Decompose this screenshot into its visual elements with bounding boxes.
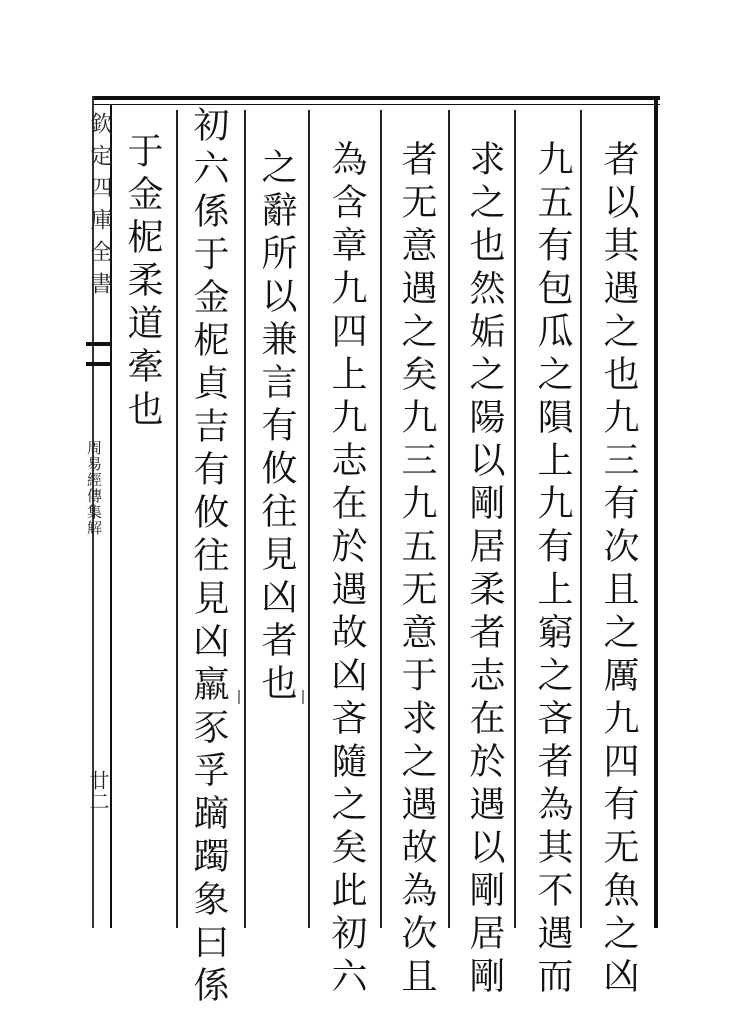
text-column-1: 者以其遇之也九三有次且之厲九四有无魚之凶 bbox=[598, 140, 639, 1000]
top-border-inner bbox=[92, 104, 660, 105]
column-rule bbox=[514, 110, 516, 928]
column-rule bbox=[244, 110, 246, 928]
text-column-8: 于金柅柔道牽也 bbox=[122, 132, 163, 433]
text-column-2: 九五有包瓜之隕上九有上窮之吝者為其不遇而 bbox=[532, 140, 573, 1000]
text-column-5: 為含章九四上九志在於遇故凶吝隨之矣此初六 bbox=[326, 140, 367, 1000]
margin-page-number: 廿二 bbox=[86, 770, 110, 812]
column-rule bbox=[308, 110, 310, 928]
column-rule bbox=[448, 110, 450, 928]
margin-title: 周易經傳集解 bbox=[85, 440, 103, 536]
ink-speck bbox=[302, 690, 304, 704]
column-rule bbox=[380, 110, 382, 928]
right-border bbox=[654, 96, 658, 928]
text-column-7: 初六係于金柅貞吉有攸往見凶羸豕孚蹢躅象曰係 bbox=[188, 106, 229, 1009]
text-column-6: 之辭所以兼言有攸往見凶者也 bbox=[256, 148, 297, 707]
column-rule bbox=[176, 110, 178, 928]
margin-header: 欽定四庫全書 bbox=[87, 112, 112, 304]
text-column-4: 者无意遇之矣九三九五无意于求之遇故為次且 bbox=[396, 140, 437, 1000]
top-border bbox=[92, 96, 660, 100]
ink-speck bbox=[238, 690, 240, 704]
fishtail-mark bbox=[86, 342, 112, 366]
text-column-3: 求之也然姤之陽以剛居柔者志在於遇以剛居剛 bbox=[464, 140, 505, 1000]
column-rule bbox=[580, 110, 582, 928]
